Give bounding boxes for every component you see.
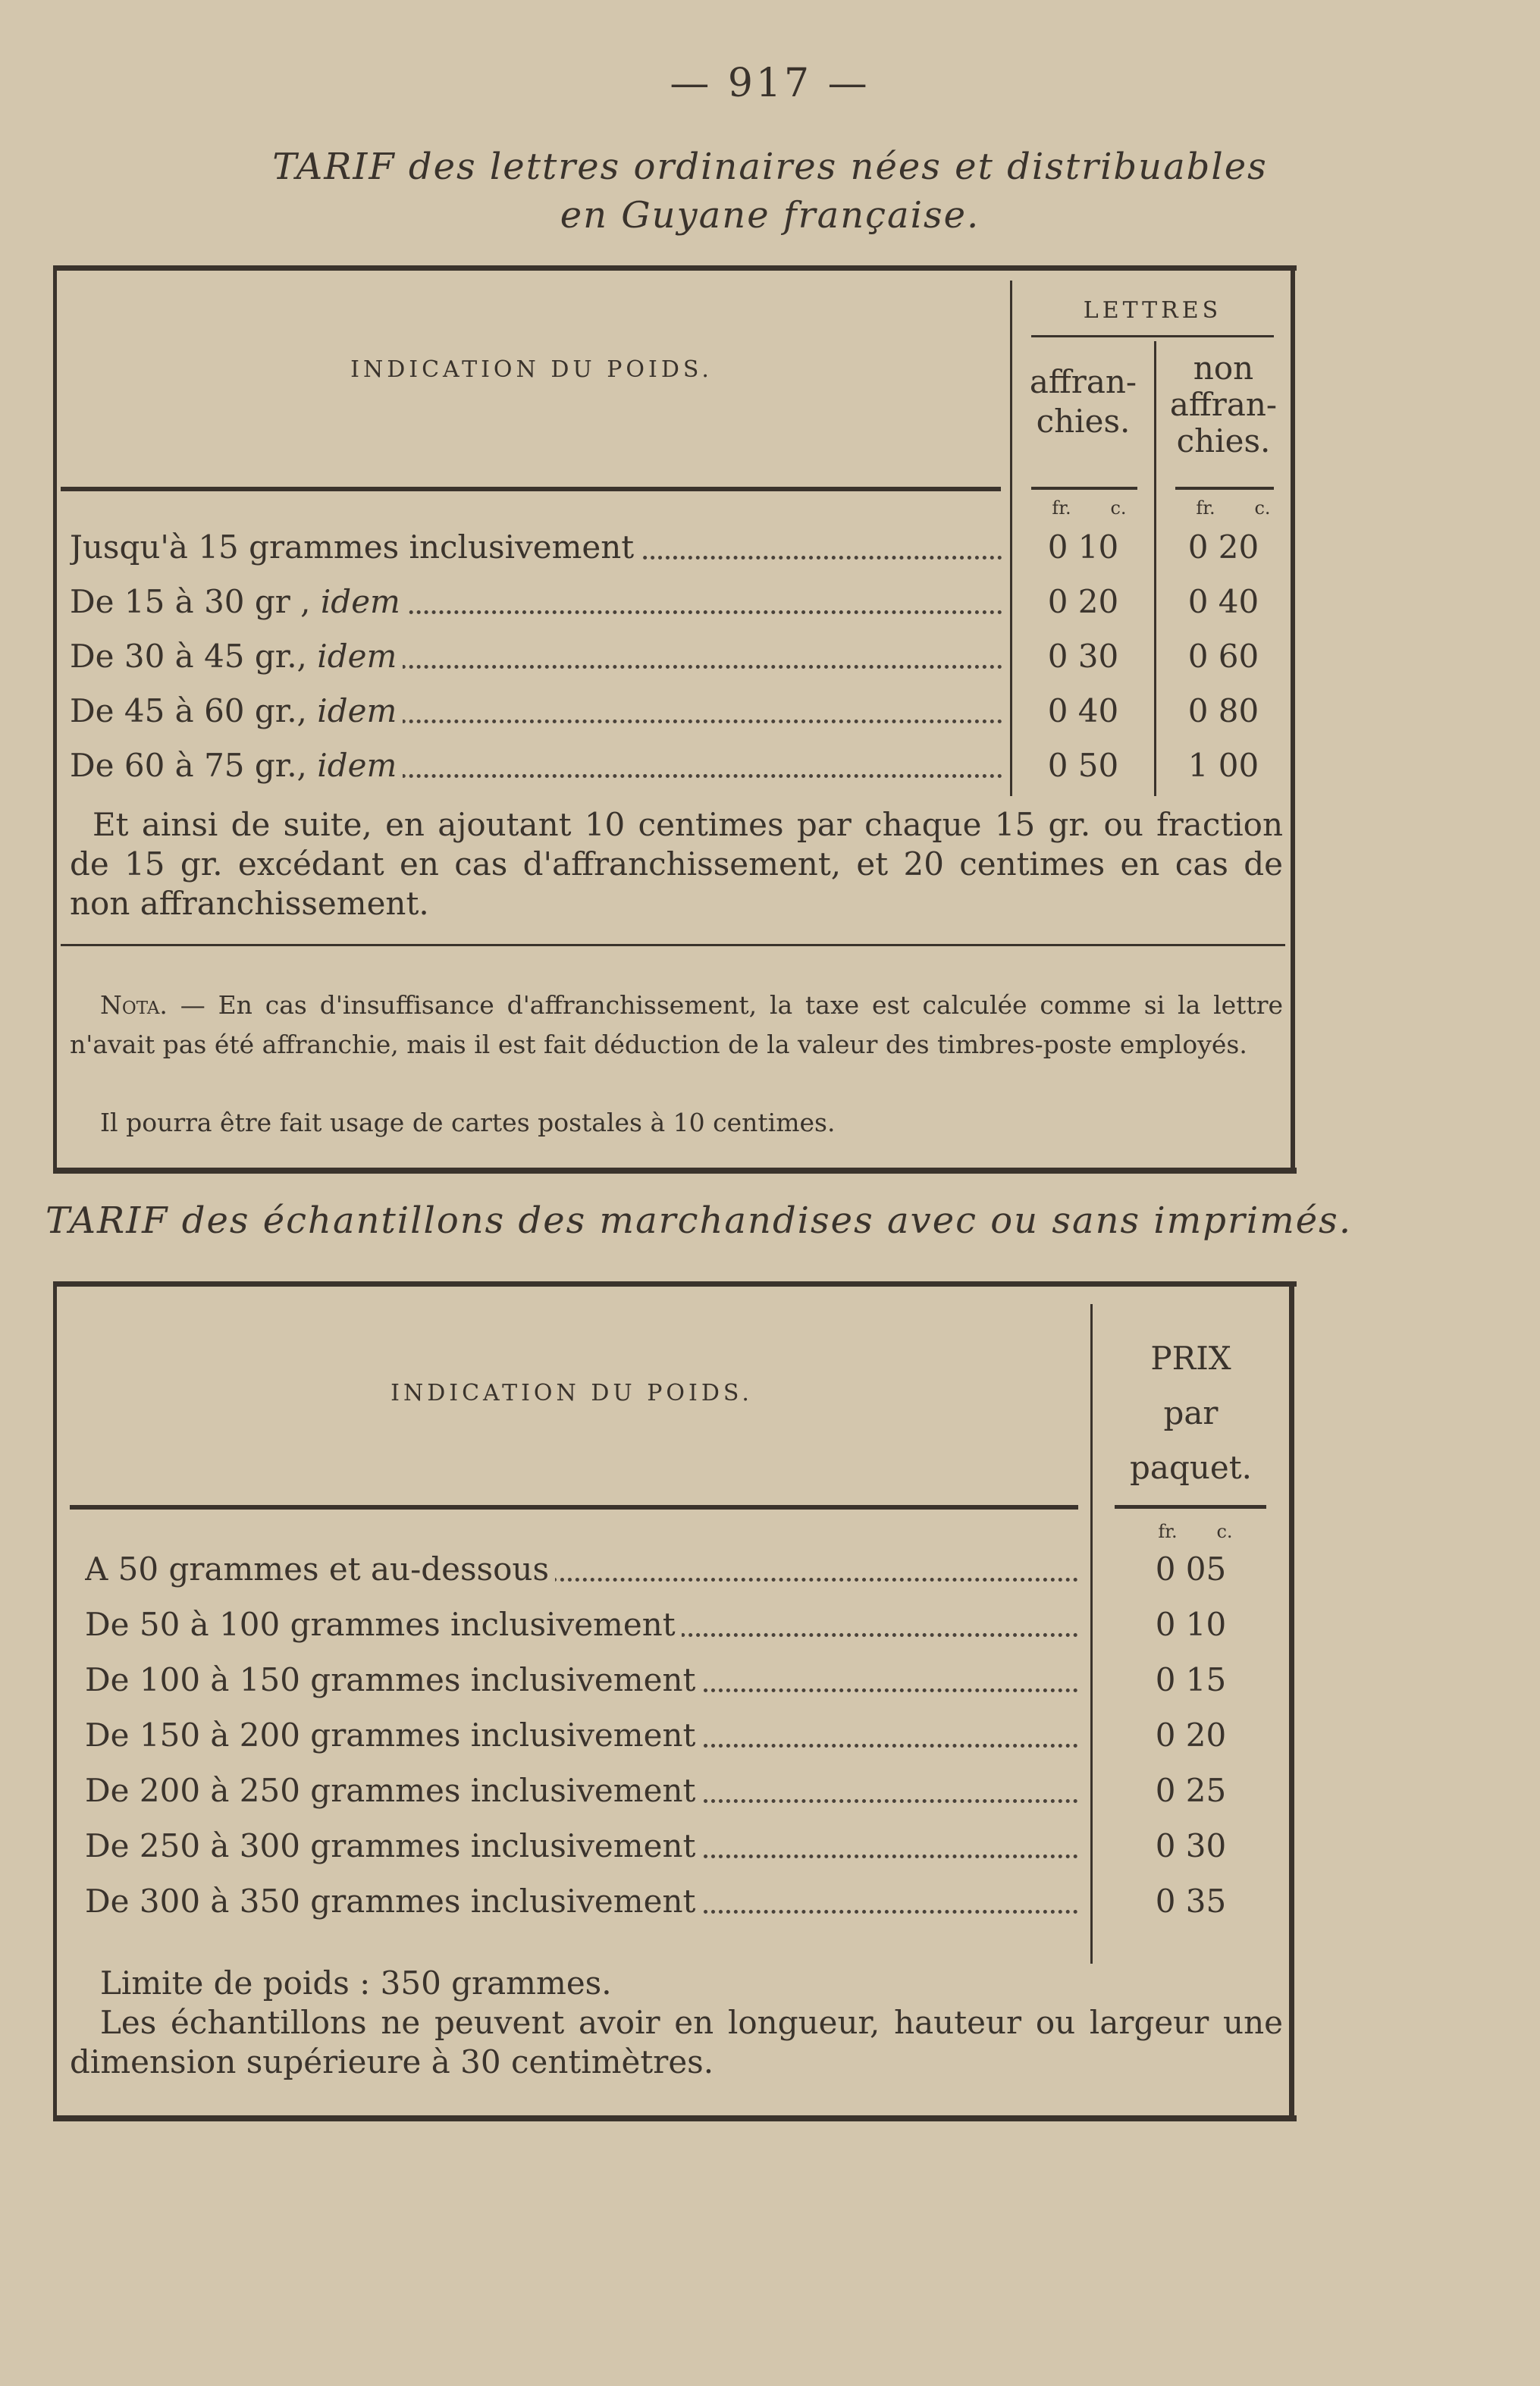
unit-c: c. [1254, 497, 1271, 519]
table-row: De 150 à 200 grammes inclusivement [85, 1711, 1078, 1760]
letters-table [53, 265, 1297, 1175]
unit-fr: fr. [1196, 497, 1215, 519]
table-row: De 300 à 350 grammes inclusivement [85, 1877, 1078, 1926]
price-value: 0 35 [1155, 1883, 1227, 1920]
table-row: De 15 à 30 gr , idem [70, 578, 1002, 626]
unit-c: c. [1216, 1521, 1233, 1542]
unit-fr: fr. [1052, 497, 1071, 519]
title-line-2: en Guyane française. [560, 194, 980, 237]
table-row: De 100 à 150 grammes inclusivement [85, 1656, 1078, 1704]
table-row: A 50 grammes et au-dessous [85, 1545, 1078, 1594]
nota-text-2: Il pourra être fait usage de cartes postales à 10 centimes. [100, 1108, 836, 1137]
nota-label: Nota. [100, 990, 168, 1020]
non-affranchies-value: 0 60 [1187, 638, 1259, 675]
table-row: De 50 à 100 grammes inclusivement [85, 1601, 1078, 1649]
non-affranchies-header: non affran- chies. [1169, 350, 1278, 459]
price-value: 0 10 [1155, 1606, 1227, 1643]
affranchies-header: affran- chies. [1029, 363, 1137, 440]
title-line-1: TARIF des lettres ordinaires nées et distribuables [272, 146, 1268, 188]
affranchies-value: 0 40 [1047, 692, 1119, 729]
page-number: — 917 — [670, 61, 870, 106]
non-affranchies-value: 1 00 [1187, 747, 1259, 784]
unit-c: c. [1110, 497, 1127, 519]
weight-header: INDICATION DU POIDS. [390, 1380, 753, 1406]
non-affranchies-value: 0 20 [1187, 528, 1259, 566]
table-row: De 200 à 250 grammes inclusivement [85, 1767, 1078, 1815]
affranchies-value: 0 20 [1047, 583, 1119, 620]
weight-limit-text: Limite de poids : 350 grammes. [100, 1964, 612, 2002]
letters-header: LETTRES [1083, 297, 1222, 324]
letters-tariff-title [0, 143, 1540, 240]
price-value: 0 20 [1155, 1717, 1227, 1754]
affranchies-value: 0 10 [1047, 528, 1119, 566]
dimension-text: Les échantillons ne peuvent avoir en longueur, hauteur ou largeur une dimension supérieure à 30 centimètres. [70, 2004, 1283, 2080]
affranchies-value: 0 50 [1047, 747, 1119, 784]
nota-text: Nota. — En cas d'insuffisance d'affranchissement, la taxe est calculée comme si la lettre n'avait pas été affranchie, mais il est fait déduction de la valeur des timbres-poste employés. [70, 990, 1283, 1059]
table-row: De 250 à 300 grammes inclusivement [85, 1822, 1078, 1870]
price-value: 0 25 [1155, 1772, 1227, 1809]
price-value: 0 05 [1155, 1550, 1227, 1588]
price-value: 0 15 [1155, 1661, 1227, 1698]
table-row: De 60 à 75 gr., idem [70, 742, 1002, 790]
price-value: 0 30 [1155, 1827, 1227, 1864]
non-affranchies-value: 0 40 [1187, 583, 1259, 620]
weight-header: INDICATION DU POIDS. [350, 356, 713, 383]
non-affranchies-value: 0 80 [1187, 692, 1259, 729]
continuation-text: Et ainsi de suite, en ajoutant 10 centimes par chaque 15 gr. ou fraction de 15 gr. excédant en cas d'affranchissement, et 20 centimes en cas de non affranchissement. [70, 806, 1283, 922]
unit-fr: fr. [1158, 1521, 1178, 1542]
table-row: De 30 à 45 gr., idem [70, 632, 1002, 681]
price-header: PRIX par paquet. [1130, 1340, 1252, 1486]
samples-table [53, 1281, 1297, 2124]
affranchies-value: 0 30 [1047, 638, 1119, 675]
table-row: De 45 à 60 gr., idem [70, 687, 1002, 735]
samples-tariff-title: TARIF des échantillons des marchandises avec ou sans imprimés. [45, 1199, 1353, 1242]
table-row: Jusqu'à 15 grammes inclusivement [70, 523, 1002, 572]
